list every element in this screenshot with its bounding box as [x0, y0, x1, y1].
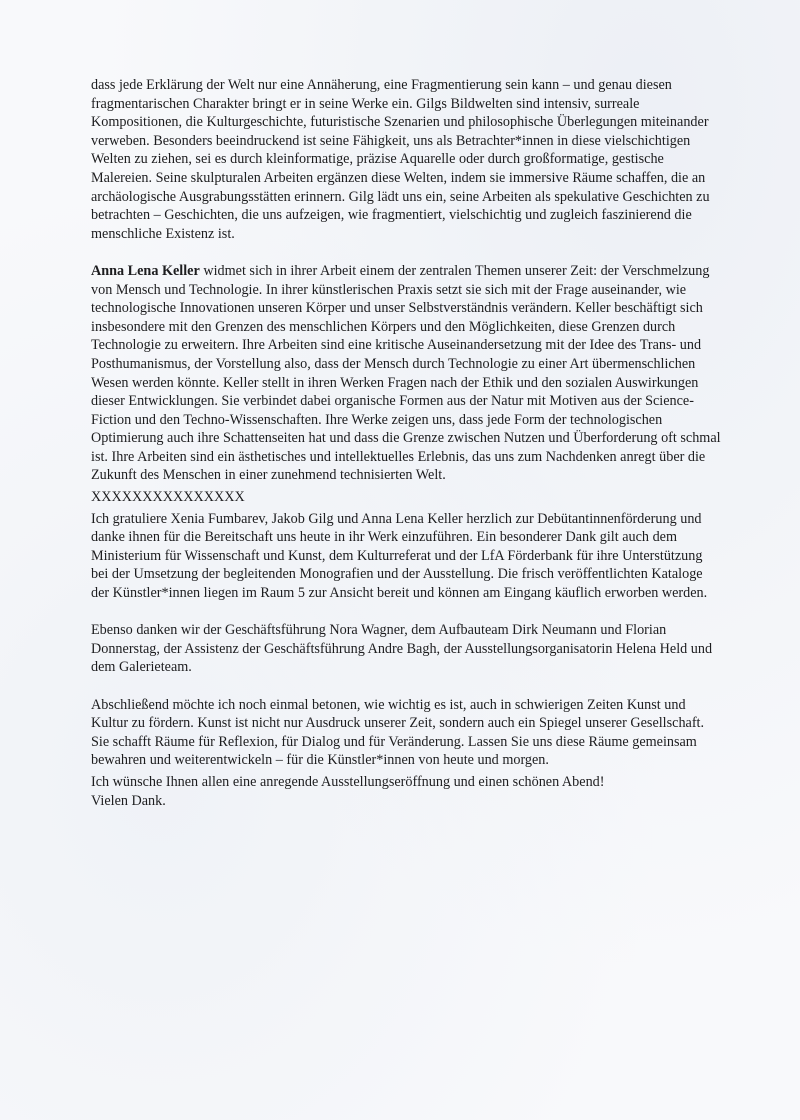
paragraph-keller-text: widmet sich in ihrer Arbeit einem der zentralen Themen unserer Zeit: der Verschmelzung von Mensch und Technologie. In ihrer künstlerischen Praxis setzt sie sich mit der Frage auseinander, wie technologische Innovationen unseren Körper und unser Selbstverständnis verändern. Keller beschäftigt sich insbesondere mit den Grenzen des menschlichen Körpers und den Möglichkeiten, diese Grenzen durch Technologie zu erweitern. Ihre Arbeiten sind eine kritische Auseinandersetzung mit der Idee des Trans- und Posthumanismus, der Vorstellung also, dass der Mensch durch Technologie zu einer Art übermenschlichen Wesen werden könnte. Keller stellt in ihren Werken Fragen nach der Ethik und den sozialen Auswirkungen dieser Entwicklungen. Sie verbindet dabei organische Formen aus der Natur mit Motiven aus der Science-Fiction und den Techno-Wissenschaften. Ihre Werke zeigen uns, dass jede Form der technologischen Optimierung auch ihre Schattenseiten hat und dass die Grenze zwischen Nutzen und Überforderung oft schmal ist. Ihre Arbeiten sind ein ästhetisches und intellektuelles Erlebnis, das uns zum Nachdenken anregt über die Zukunft des Menschen in einer zunehmend technisierten Welt. — [91, 262, 721, 484]
paragraph-keller — [91, 262, 723, 485]
artist-name-keller: Anna Lena Keller — [91, 262, 200, 279]
paragraph-thanks-artists: Ich gratuliere Xenia Fumbarev, Jakob Gilg und Anna Lena Keller herzlich zur Debütantinnenförderung und danke ihnen für die Bereitschaft uns heute in ihr Werk einzuführen. Ein besonderer Dank gilt auch dem Ministerium für Wissenschaft und Kunst, dem Kulturreferat und der LfA Förderbank für ihre Unterstützung bei der Umsetzung der begleitenden Monografien und der Ausstellung. Die frisch veröffentlichten Kataloge der Künstler*innen liegen im Raum 5 zur Ansicht bereit und können am Eingang käuflich erworben werden. — [91, 510, 708, 602]
paragraph-thanks-team: Ebenso danken wir der Geschäftsführung Nora Wagner, dem Aufbauteam Dirk Neumann und Florian Donnerstag, der Assistenz der Geschäftsführung Andre Bagh, der Ausstellungsorganisatorin Helena Held und dem Galerieteam. — [91, 622, 713, 676]
paragraph-conclusion: Abschließend möchte ich noch einmal betonen, wie wichtig es ist, auch in schwierigen Zeiten Kunst und Kultur zu fördern. Kunst ist nicht nur Ausdruck unserer Zeit, sondern auch ein Spiegel unserer Gesellschaft. Sie schafft Räume für Reflexion, für Dialog und für Veränderung. Lassen Sie uns diese Räume gemeinsam bewahren und weiterentwickeln – für die Künstler*innen von heute und morgen. — [91, 696, 705, 769]
section-separator: XXXXXXXXXXXXXXX — [91, 489, 245, 506]
closing-thanks: Vielen Dank. — [91, 792, 166, 809]
closing-wish: Ich wünsche Ihnen allen eine anregende Ausstellungseröffnung und einen schönen Abend! — [91, 773, 605, 790]
document-body — [91, 76, 723, 810]
paragraph-gilg-continued: dass jede Erklärung der Welt nur eine Annäherung, eine Fragmentierung sein kann – und genau diesen fragmentarischen Charakter bringt er in seine Werke ein. Gilgs Bildwelten sind intensiv, surreale Kompositionen, die Kulturgeschichte, futuristische Szenarien und philosophische Überlegungen miteinander verweben. Besonders beeindruckend ist seine Fähigkeit, uns als Betrachter*innen in diese vielschichtigen Welten zu ziehen, sei es durch kleinformatige, präzise Aquarelle oder durch großformatige, gestische Malereien. Seine skulpturalen Arbeiten ergänzen diese Welten, indem sie immersive Räume schaffen, die an archäologische Ausgrabungsstätten erinnern. Gilg lädt uns ein, seine Arbeiten als spekulative Geschichten zu betrachten – Geschichten, die uns aufzeigen, wie fragmentiert, vielschichtig und zugleich faszinierend die menschliche Existenz ist. — [91, 77, 710, 242]
